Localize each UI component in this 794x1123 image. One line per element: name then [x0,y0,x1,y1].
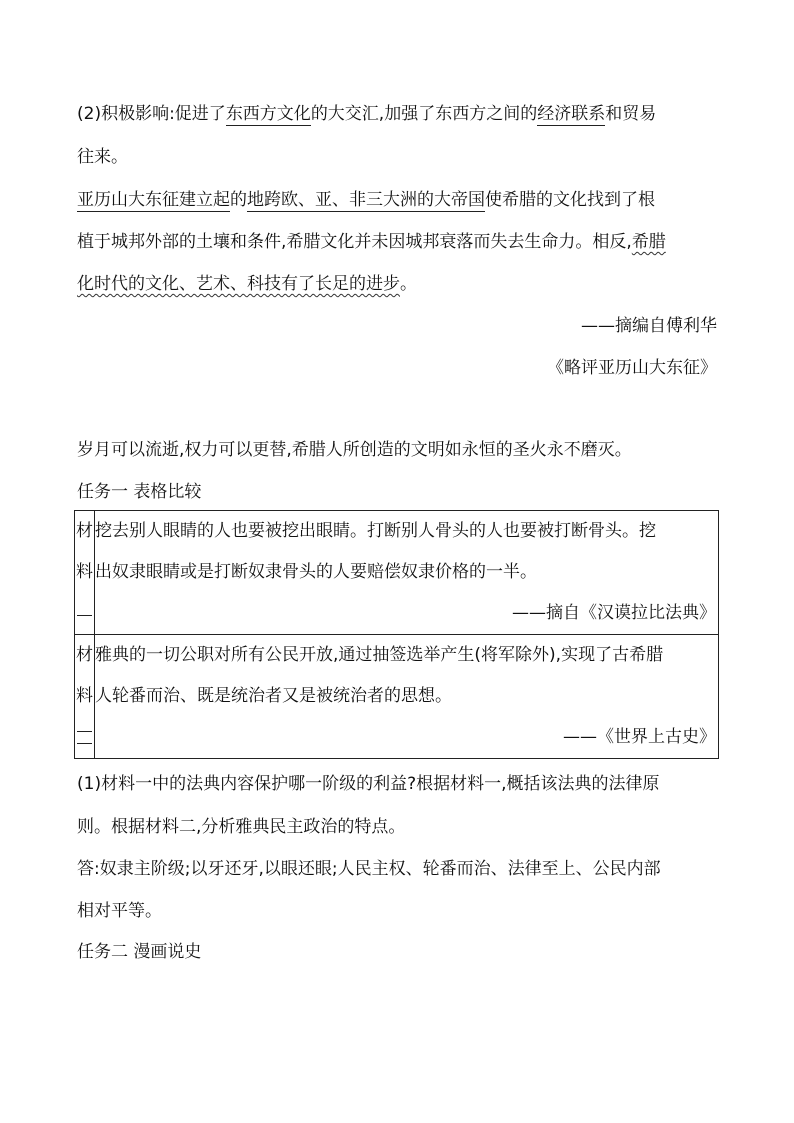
question-line1: (1)材料一中的法典内容保护哪一阶级的利益?根据材料一,概括该法典的法律原 [77,774,660,794]
answer-line2: 相对平等。 [77,901,162,921]
paragraph-positive-impact-line2: 往来。 [77,147,128,167]
material-2-label: 材 料 [75,635,95,759]
source-author: ——摘编自傅利华 [581,316,717,336]
underlined-great-empire: 地跨欧、亚、非三大洲的大帝国 [247,190,485,210]
material-1-content: 挖去别人眼睛的人也要被挖出眼睛。打断别人骨头的人也要被打断骨头。挖 出奴隶眼睛或是打断奴隶骨头的人要赔偿奴隶价格的一半。 ——摘自《汉谟拉比法典》 [95,511,719,635]
wavy-underline-hellenic: 希腊 [631,232,666,252]
question-line2: 则。根据材料二,分析雅典民主政治的特点。 [77,817,406,837]
material-2-content: 雅典的一切公职对所有公民开放,通过抽签选举产生(将军除外),实现了古希腊 人轮番而治、既是统治者又是被统治者的思想。 ——《世界上古史》 [95,635,719,759]
paragraph-alexander-line2: 植于城邦外部的土壤和条件,希腊文化并未因城邦衰落而失去生命力。相反,希腊 [77,232,666,252]
underlined-economic-ties: 经济联系 [537,104,606,124]
paragraph-alexander-line1: 亚历山大东征建立起的地跨欧、亚、非三大洲的大帝国使希腊的文化找到了根 [77,190,655,210]
underlined-east-west-culture: 东西方文化 [225,104,311,124]
wavy-underline-hellenistic-progress: 化时代的文化、艺术、科技有了长足的进步 [77,274,400,294]
quote-line: 岁月可以流逝,权力可以更替,希腊人所创造的文明如永恒的圣火永不磨灭。 [77,440,632,460]
material-1-source: ——摘自《汉谟拉比法典》 [512,603,716,623]
task2-heading: 任务二 漫画说史 [77,942,202,962]
task1-heading: 任务一 表格比较 [77,482,202,502]
material-row-2 [75,635,719,759]
paragraph-positive-impact-line1: (2)积极影响:促进了东西方文化的大交汇,加强了东西方之间的经济联系和贸易 [77,104,657,124]
underlined-alexander-campaign: 亚历山大东征建立起 [77,190,230,210]
materials-table [74,510,719,759]
material-2-source: ——《世界上古史》 [563,727,716,747]
material-1-label: 材 料 [75,511,95,635]
answer-line1: 答:奴隶主阶级;以牙还牙,以眼还眼;人民主权、轮番而治、法律至上、公民内部 [77,859,661,879]
material-row-1 [75,511,719,635]
paragraph-alexander-line3: 化时代的文化、艺术、科技有了长足的进步。 [77,274,417,294]
source-title: 《略评亚历山大东征》 [547,358,717,378]
